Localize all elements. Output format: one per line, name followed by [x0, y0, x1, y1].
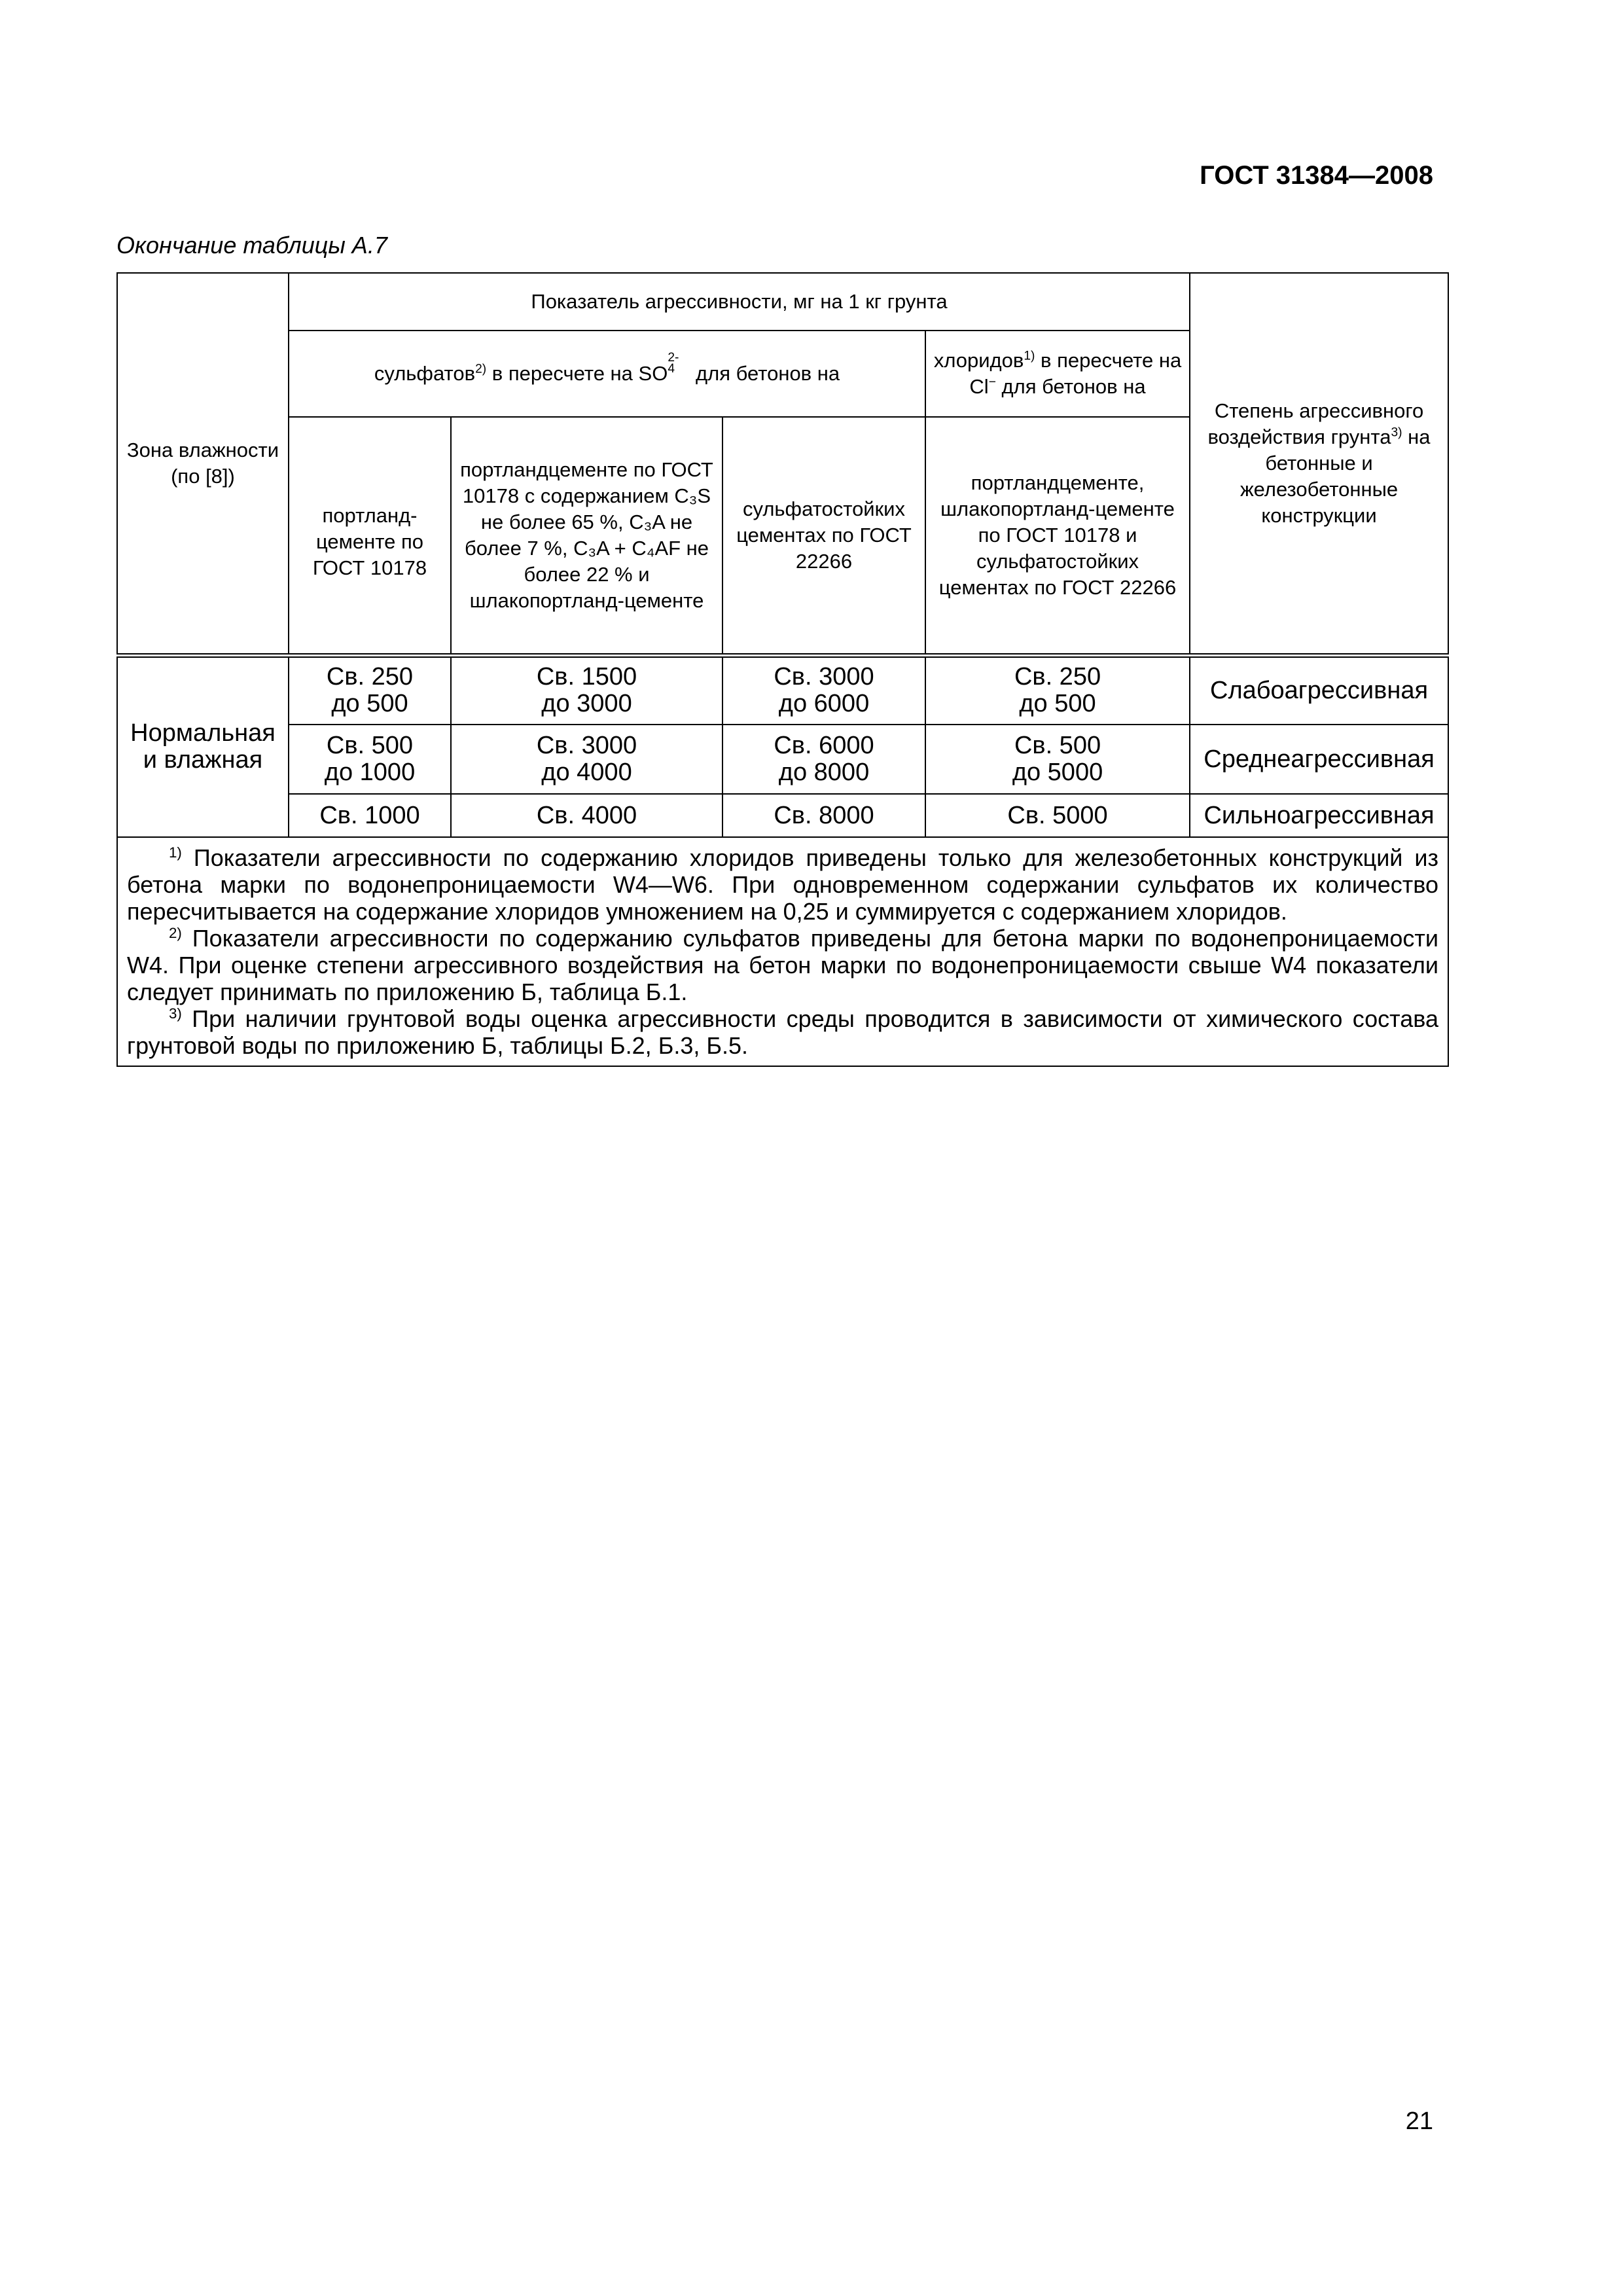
degree-cell: Среднеагрессивная	[1190, 725, 1448, 794]
table-notes	[117, 837, 1448, 1066]
sulfates-header-mid: в пересчете на SO	[486, 362, 668, 385]
zone-value: Нормальная и влажная	[117, 655, 289, 837]
table-cell: Св. 3000 до 4000	[451, 725, 722, 794]
table-cell: Св. 500 до 5000	[925, 725, 1190, 794]
degree-header-footnote: 3)	[1391, 425, 1402, 440]
subheader-portland-c3s: портландцементе по ГОСТ 10178 с содержанием C₃S не более 65 %, C₃A не более 7 %, C₃A + C₄AF не более 22 % и шлакопортланд-цементе	[451, 417, 722, 655]
chlorides-header	[925, 331, 1190, 417]
chlorides-header-mid: в пересчете на Cl	[969, 349, 1182, 398]
subheader-chlorides-cements: портландцементе, шлакопортланд-цементе по ГОСТ 10178 и сульфатостойких цементах по ГОСТ 22266	[925, 417, 1190, 655]
footnote-3: $^{3)}$ При наличии грунтовой воды оценка агрессивности среды проводится в зависимости от химического состава грунтовой воды по приложению Б, таблицы Б.2, Б.3, Б.5.	[127, 1005, 1439, 1059]
table-cell: Св. 8000	[722, 794, 925, 837]
table-cell: Св. 5000	[925, 794, 1190, 837]
subheader-portland: портланд-цементе по ГОСТ 10178	[289, 417, 451, 655]
sulfates-footnote: 2)	[475, 362, 487, 376]
sulfate-ion-indices: 2- 4	[668, 351, 679, 376]
chloride-ion-charge: −	[988, 375, 996, 389]
footnote-1: $^{1)}$ Показатели агрессивности по содержанию хлоридов приведены только для железобетонных конструкций из бетона марки по водонепроницаемости W4—W6. При одновременном содержании сульфатов их количество пересчитывается на содержание хлоридов умножением на 0,25 и суммируется с содержанием хлоридов.	[127, 844, 1439, 925]
table-cell: Св. 4000	[451, 794, 722, 837]
table-cell: Св. 500 до 1000	[289, 725, 451, 794]
sulfates-header-suffix: для бетонов на	[690, 362, 840, 385]
table-cell: Св. 3000 до 6000	[722, 655, 925, 725]
degree-header	[1190, 273, 1448, 655]
chlorides-header-prefix: хлоридов	[933, 349, 1024, 372]
page-number: 21	[1405, 2108, 1433, 2135]
degree-header-suffix: на бетонные и железобетонные конструкции	[1240, 425, 1431, 527]
zone-header: Зона влажности (по [8])	[117, 273, 289, 655]
degree-cell: Сильноагрессивная	[1190, 794, 1448, 837]
sulfates-header-prefix: сульфатов	[374, 362, 476, 385]
aggressiveness-table	[116, 272, 1449, 1067]
degree-header-text: Степень агрессивного воздействия грунта	[1207, 399, 1424, 448]
table-cell: Св. 1500 до 3000	[451, 655, 722, 725]
table-caption: Окончание таблицы А.7	[116, 232, 387, 259]
sulfates-header	[289, 331, 925, 417]
table-cell: Св. 250 до 500	[925, 655, 1190, 725]
table-cell: Св. 250 до 500	[289, 655, 451, 725]
degree-cell: Слабоагрессивная	[1190, 655, 1448, 725]
footnote-2: $^{2)}$ Показатели агрессивности по содержанию сульфатов приведены для бетона марки по водонепроницаемости W4. При оценке степени агрессивного воздействия на бетон марки по водонепроницаемости свыше W4 показатели следует принимать по приложению Б, таблица Б.1.	[127, 925, 1439, 1005]
document-code: ГОСТ 31384—2008	[1200, 161, 1433, 190]
table-cell: Св. 6000 до 8000	[722, 725, 925, 794]
chlorides-header-suffix: для бетонов на	[995, 375, 1146, 398]
subheader-sulfate-resistant: сульфатостойких цементах по ГОСТ 22266	[722, 417, 925, 655]
chlorides-footnote: 1)	[1024, 349, 1035, 363]
indicator-header: Показатель агрессивности, мг на 1 кг грунта	[289, 273, 1190, 331]
table-cell: Св. 1000	[289, 794, 451, 837]
